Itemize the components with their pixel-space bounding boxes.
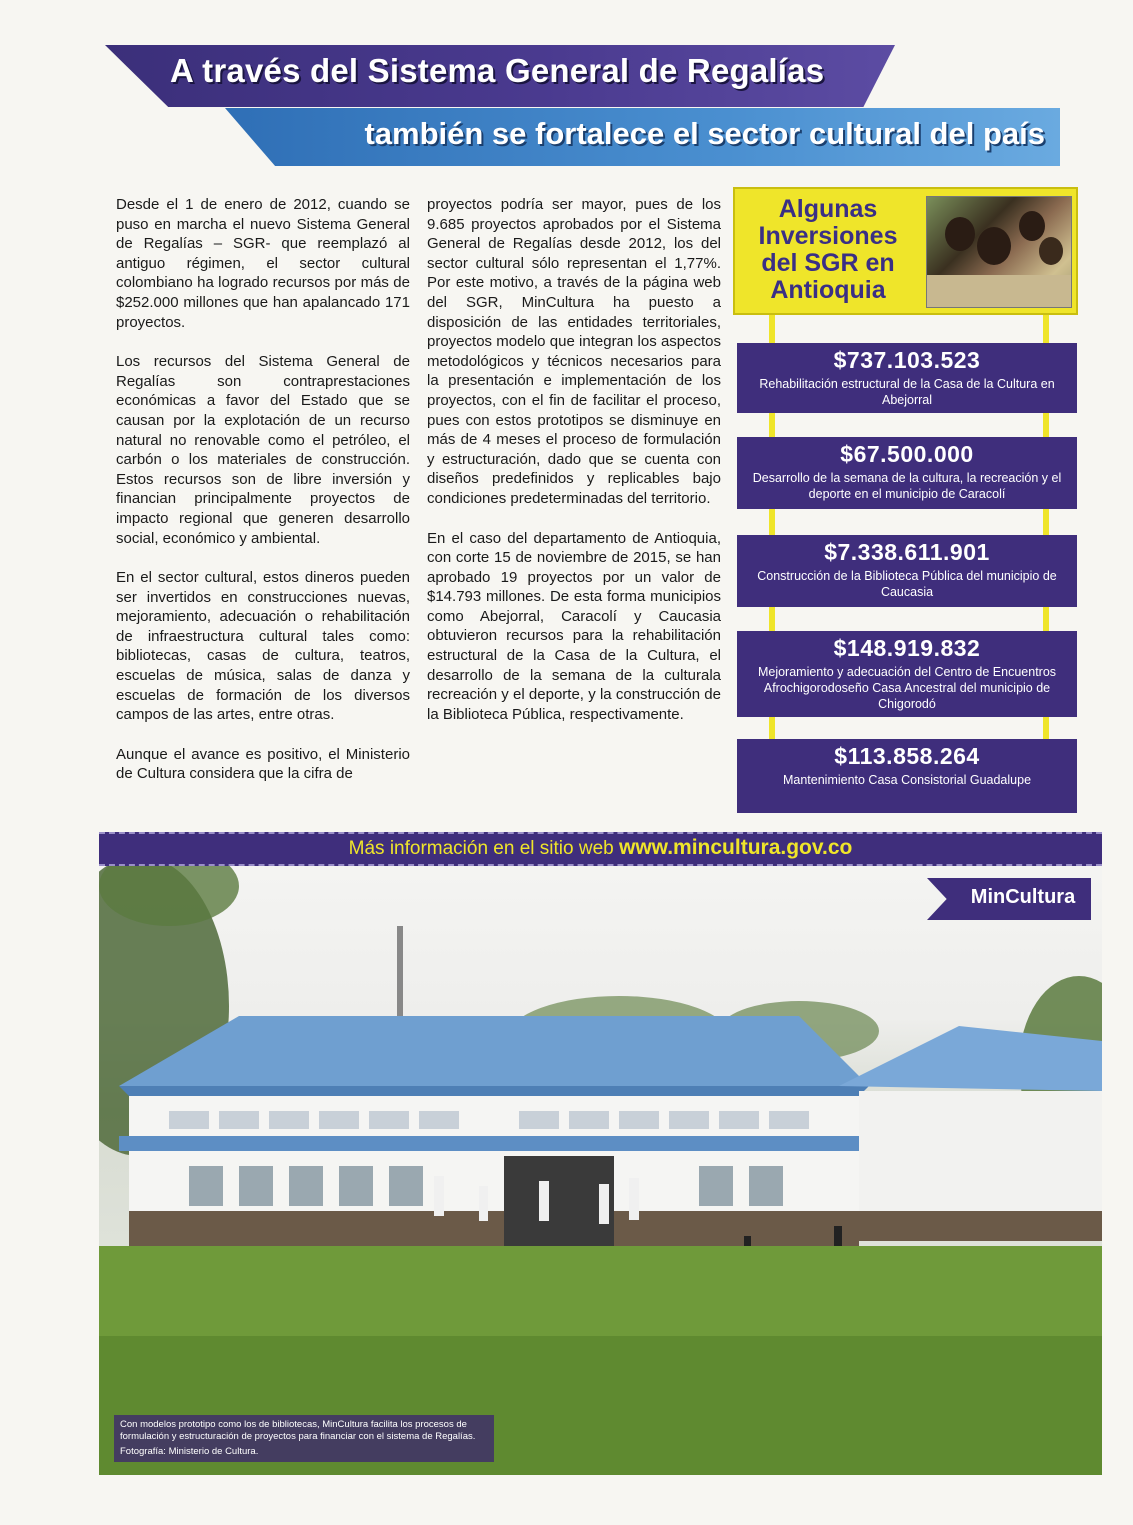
investment-description: Mantenimiento Casa Consistorial Guadalupe (782, 773, 1032, 787)
investment-description: Rehabilitación estructural de la Casa de la Cultura en Abejorral (759, 377, 1055, 407)
investment-description: Desarrollo de la semana de la cultura, la recreación y el deporte en el municipio de Caracolí (752, 471, 1062, 501)
connector (1043, 509, 1049, 535)
headline-line-2: también se fortalece el sector cultural del país (364, 116, 1045, 151)
photo-credit: Fotografía: Ministerio de Cultura. (120, 1446, 259, 1457)
investment-amount: $67.500.000 (840, 441, 974, 467)
investment-amount: $737.103.523 (833, 347, 981, 373)
sidebar-title: Algunas Inversiones del SGR en Antioquia (758, 195, 898, 304)
paragraph: Aunque el avance es positivo, el Ministerio de Cultura considera que la cifra de (116, 745, 410, 783)
investment-description: Mejoramiento y adecuación del Centro de Encuentros Afrochigorodoseño Casa Ancestral del municipio de Chigorodó (757, 665, 1057, 711)
web-info-prefix: Más información en el sitio web (348, 838, 619, 859)
investment-amount: $7.338.611.901 (824, 539, 990, 565)
website-link[interactable]: www.mincultura.gov.co (618, 836, 853, 859)
connector (769, 607, 775, 631)
web-info-text (99, 836, 1102, 860)
connector (1043, 413, 1049, 437)
connector (1043, 717, 1049, 739)
connector (1043, 607, 1049, 631)
caption-text: Con modelos prototipo como los de bibliotecas, MinCultura facilita los procesos de formulación y estructuración de proyectos para financiar con el sistema de Regalías. (120, 1419, 476, 1442)
building-photo (99, 866, 1102, 1475)
investment-card (737, 437, 1077, 509)
brand-name: MinCultura (970, 886, 1076, 908)
children-photo (926, 196, 1072, 308)
investment-description: Construcción de la Biblioteca Pública del municipio de Caucasia (757, 569, 1057, 599)
paragraph: Desde el 1 de enero de 2012, cuando se puso en marcha el nuevo Sistema General de Regalías – SGR- que reemplazó al antiguo régimen, el sector cultural colombiano ha logrado recursos por más de $252.000 millones que han apalancado 171 proyectos. (116, 196, 410, 331)
photo-caption (114, 1415, 494, 1462)
paragraph: Los recursos del Sistema General de Regalías son contraprestaciones económicas a favor del Estado que se causan por la explotación de un recurso natural no renovable como el petróleo, el carbón o los materiales de construcción. Estos recursos son de libre inversión y financian principalmente proyectos de impacto regional que generen desarrollo social, económico y ambiental. (116, 353, 410, 547)
investment-card (737, 739, 1077, 813)
article-column-1 (116, 195, 410, 804)
connector (769, 315, 775, 343)
investment-card (737, 535, 1077, 607)
investment-amount: $148.919.832 (833, 635, 981, 661)
connector (769, 717, 775, 739)
investment-card (737, 631, 1077, 717)
paragraph: En el sector cultural, estos dineros pueden ser invertidos en construcciones nuevas, mejoramiento, adecuación o rehabilitación de infraestructura cultural tales como: bibliotecas, casas de cultura, teatros, escuelas de música, salas de danza y escuelas de formación de los diversos campos de las artes, entre otras. (116, 569, 410, 724)
paragraph: En el caso del departamento de Antioquia, con corte 15 de noviembre de 2015, se han aprobado 19 proyectos por un valor de $14.793 millones. De esta forma municipios como Abejorral, Caracolí y Caucasia obtuvieron recursos para la rehabilitación estructural de la Casa de la Cultura, el desarrollo de la semana de la culturala recreación y el deporte, y la construcción de la Biblioteca Pública, respectivamente. (427, 529, 721, 723)
connector (769, 509, 775, 535)
article-column-2 (427, 195, 721, 744)
connector (1043, 315, 1049, 343)
investment-amount: $113.858.264 (834, 743, 980, 769)
investment-card (737, 343, 1077, 413)
connector (769, 413, 775, 437)
paragraph: proyectos podría ser mayor, pues de los 9.685 proyectos aprobados por el Sistema General de Regalías desde 2012, los del sector cultural sólo representan el 1,77%. Por este motivo, a través de la página web del SGR, MinCultura ha puesto a disposición de las entidades territoriales, proyectos modelo que integran los aspectos metodológicos y técnicos necesarios para la presentación e implementación de los proyectos, con el fin de facilitar el proceso, pues con estos prototipos se disminuye en más de 4 meses el proceso de formulación y estructuración, dado que se cuenta con diseños predefinidos y replicables bajo condiciones predeterminadas del territorio. (427, 196, 721, 507)
building-illustration (99, 866, 1102, 1475)
headline-line-1: A través del Sistema General de Regalías (170, 52, 825, 89)
